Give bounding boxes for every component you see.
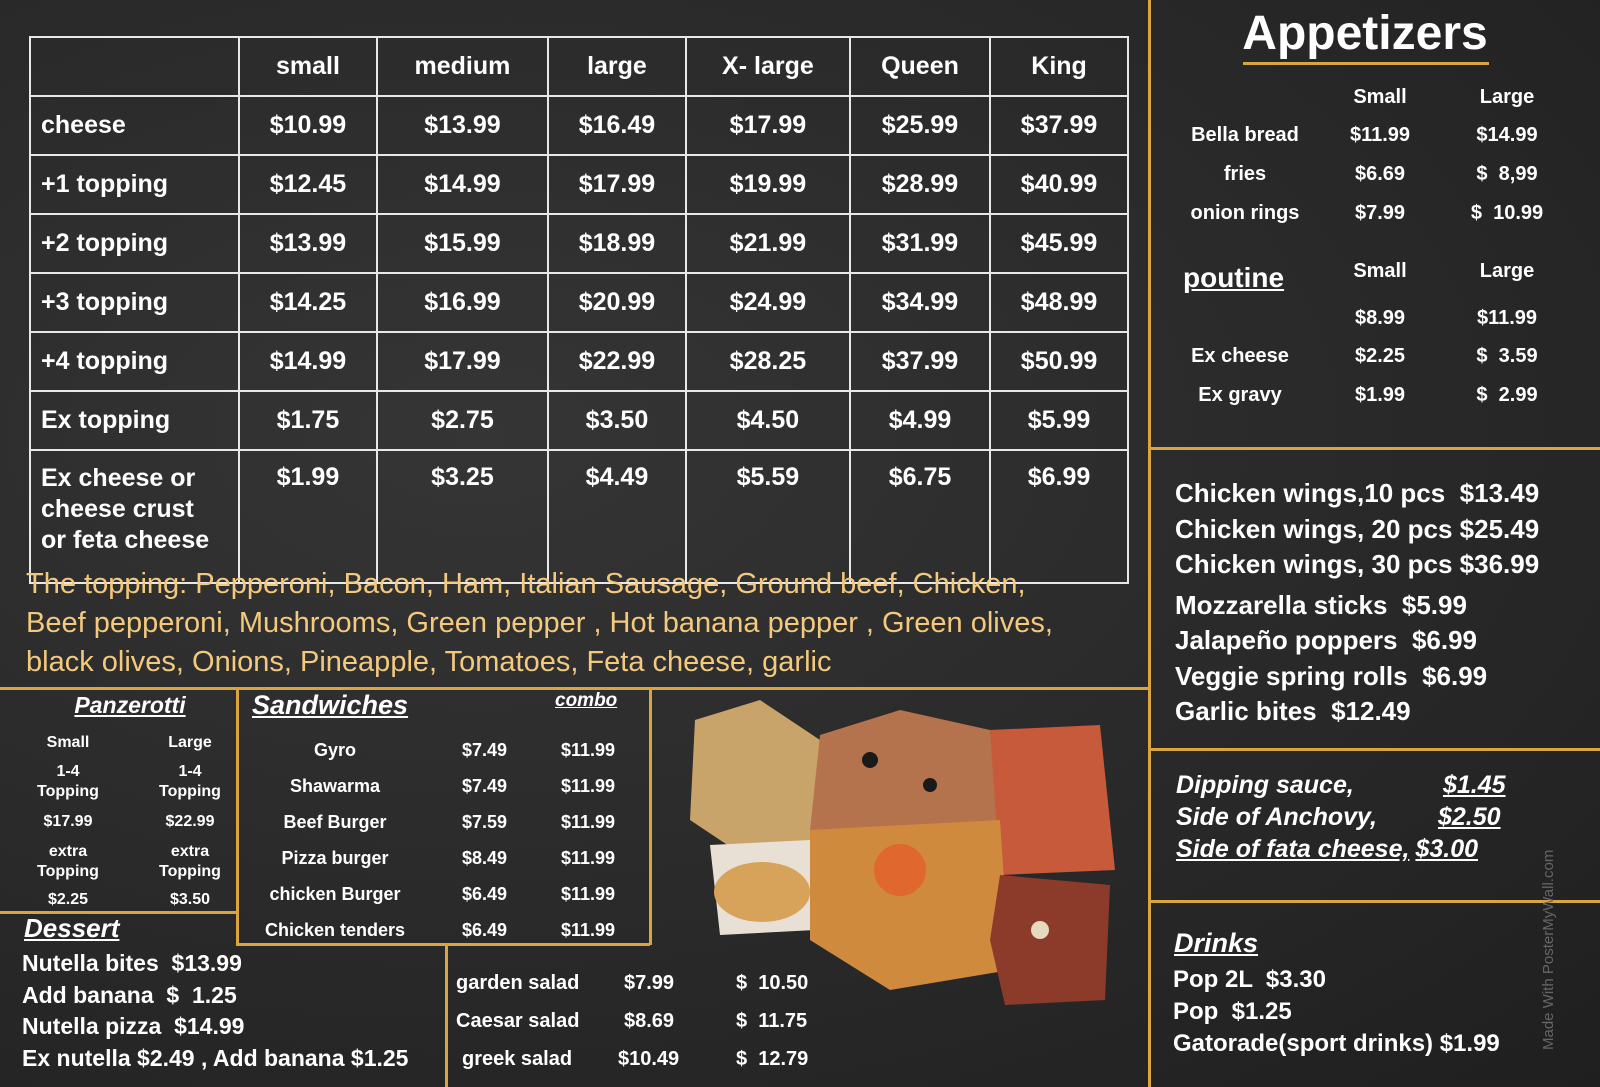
wings-item: Chicken wings, 30 pcs $36.99 (1175, 549, 1540, 579)
poutine-title: poutine (1183, 262, 1285, 293)
pizza-row-label: +2 topping (30, 214, 239, 273)
salad-large-price: $ 10.50 (736, 972, 809, 994)
pizza-price: $15.99 (377, 214, 548, 273)
size-header: small (239, 37, 377, 96)
side-name: Side of Anchovy, (1176, 803, 1377, 831)
pizza-price: $10.99 (239, 96, 377, 155)
pepperoni-pizza-photo (990, 725, 1115, 875)
appetizer-large-price: $ 10.99 (1470, 202, 1544, 224)
panzerotti-small-label (18, 762, 118, 802)
salad-large-price: $ 11.75 (736, 1010, 808, 1032)
snack-item: Jalapeño poppers $6.99 (1175, 625, 1478, 655)
drinks-list (1173, 964, 1500, 1060)
pizza-row (30, 450, 1128, 583)
sandwich-name: chicken Burger (269, 884, 401, 904)
pizza-price: $18.99 (548, 214, 686, 273)
panzerotti-extra-large-price: $3.50 (169, 891, 211, 908)
pizza-price: $1.75 (239, 391, 377, 450)
salad-price: $7.99 (624, 972, 675, 994)
pizza-price: $12.45 (239, 155, 377, 214)
poutine-col-large: Large (1479, 260, 1535, 282)
pizza-row-label: +1 topping (30, 155, 239, 214)
pizza-price: $22.99 (548, 332, 686, 391)
panzerotti-title: Panzerotti (74, 692, 186, 718)
toppings-line: The topping: Pepperoni, Bacon, Ham, Italian Sausage, Ground beef, Chicken, (26, 568, 1026, 600)
divider-appetizers (1148, 447, 1600, 450)
poutine-extra-small: $1.99 (1354, 384, 1406, 406)
appetizer-small-price: $11.99 (1349, 124, 1411, 146)
col-large-header: Large (1479, 86, 1535, 108)
food-photo-collage (690, 700, 1124, 1020)
pizza-price: $31.99 (850, 214, 990, 273)
poutine-extra-small: $2.25 (1354, 345, 1406, 367)
sandwich-price: $7.49 (462, 776, 508, 796)
label-line: cheese crust (41, 495, 194, 523)
pizza-row-label: +3 topping (30, 273, 239, 332)
dessert-item: Nutella pizza $14.99 (22, 1013, 245, 1039)
side-name: Dipping sauce, (1176, 771, 1354, 799)
snack-item: Garlic bites $12.49 (1175, 696, 1411, 726)
sandwich-name: Gyro (313, 740, 356, 760)
panzerotti-extra-small-label (18, 842, 118, 882)
side-price: $2.50 (1438, 803, 1501, 831)
pizza-price: $28.25 (686, 332, 850, 391)
sandwich-price: $7.59 (462, 812, 508, 832)
pizza-price: $16.49 (548, 96, 686, 155)
sandwich-combo-price: $11.99 (561, 884, 616, 904)
pizza-price: $20.99 (548, 273, 686, 332)
size-header: medium (377, 37, 548, 96)
dessert-item: Add banana $ 1.25 (22, 981, 237, 1008)
pizza-price: $34.99 (850, 273, 990, 332)
pizza-price: $4.99 (850, 391, 990, 450)
sandwich-combo-price: $11.99 (561, 848, 616, 868)
pizza-price: $13.99 (377, 96, 548, 155)
side-price: $3.00 (1415, 835, 1478, 863)
pizza-price: $37.99 (990, 96, 1128, 155)
spring-rolls-plate (714, 862, 810, 922)
appetizer-small-price: $7.99 (1354, 202, 1406, 224)
side-name: Side of fata cheese, (1176, 835, 1410, 863)
pizza-price: $50.99 (990, 332, 1128, 391)
pizza-price: $45.99 (990, 214, 1128, 273)
pizza-price: $3.50 (548, 391, 686, 450)
pizza-row (30, 332, 1128, 391)
size-header: X- large (686, 37, 850, 96)
pizza-price: $40.99 (990, 155, 1128, 214)
panzerotti-small-price: $17.99 (43, 813, 93, 830)
pizza-price: $2.75 (377, 391, 548, 450)
drink-item: Pop $1.25 (1173, 998, 1292, 1025)
pizza-row (30, 273, 1128, 332)
side-item (1176, 833, 1506, 865)
pizza-price: $24.99 (686, 273, 850, 332)
pizza-price: $17.99 (686, 96, 850, 155)
wings-photo (810, 820, 1010, 990)
appetizer-name: Bella bread (1191, 124, 1299, 146)
salad-price: $8.69 (624, 1010, 675, 1032)
drink-item: Pop 2L $3.30 (1173, 966, 1326, 993)
sandwich-name: Shawarma (289, 776, 381, 796)
label-line: 1-4 (56, 763, 80, 780)
dessert-list (22, 948, 408, 1074)
sandwich-combo-price: $11.99 (561, 776, 616, 796)
toppings-line: black olives, Onions, Pineapple, Tomatoes, Feta cheese, garlic (26, 646, 832, 678)
sandwich-name: Chicken tenders (264, 920, 406, 940)
appetizer-small-price: $6.69 (1354, 163, 1406, 185)
toppings-list (26, 565, 1136, 682)
divider-dessert-right-top (236, 943, 449, 946)
size-header: King (990, 37, 1128, 96)
label-line: Topping (37, 783, 99, 800)
olive-topping (862, 752, 878, 768)
poutine-col-small: Small (1353, 260, 1407, 282)
appetizers-title: Appetizers (1242, 7, 1488, 60)
poutine-extra-large: $ 3.59 (1476, 345, 1538, 367)
appetizer-large-price: $ 8,99 (1476, 163, 1538, 185)
sides-list (1176, 769, 1506, 865)
poutine-large-price: $11.99 (1476, 307, 1538, 329)
side-item (1176, 769, 1506, 801)
pizza-price: $1.99 (239, 450, 377, 583)
combo-label: combo (555, 690, 618, 711)
salad-name: Caesar salad (456, 1010, 580, 1032)
label-line: Ex cheese or (41, 464, 196, 492)
pizza-price: $6.75 (850, 450, 990, 583)
sandwiches-title: Sandwiches (252, 690, 409, 720)
divider-sandwiches (649, 687, 652, 945)
wings-list (1175, 476, 1539, 730)
side-price: $1.45 (1443, 771, 1506, 799)
sandwich-price: $6.49 (462, 884, 508, 904)
divider-salad-left (445, 943, 448, 1087)
pizza-price: $14.99 (239, 332, 377, 391)
pizza-price: $5.99 (990, 391, 1128, 450)
panzerotti-col-small: Small (46, 734, 90, 751)
cheese-topping (1031, 921, 1049, 939)
olive-topping (923, 778, 937, 792)
sandwich-name: Beef Burger (283, 812, 387, 832)
label-line: Topping (159, 783, 221, 800)
drink-item: Gatorade(sport drinks) $1.99 (1173, 1030, 1500, 1057)
pizza-row-label: +4 topping (30, 332, 239, 391)
label-line: or feta cheese (41, 526, 210, 554)
pizza-row (30, 214, 1128, 273)
salad-name: greek salad (462, 1048, 573, 1070)
pizza-price: $17.99 (548, 155, 686, 214)
sandwich-price: $7.49 (462, 740, 508, 760)
pizza-row-label: Ex topping (30, 391, 239, 450)
pizza-size-header (30, 37, 1128, 96)
pizza-price: $14.99 (377, 155, 548, 214)
wings-item: Chicken wings,10 pcs $13.49 (1175, 478, 1540, 508)
salad-name: garden salad (456, 972, 580, 994)
snack-item: Mozzarella sticks $5.99 (1175, 589, 1467, 620)
appetizer-name: onion rings (1190, 202, 1300, 224)
label-line: extra (170, 843, 210, 860)
pizza-price: $17.99 (377, 332, 548, 391)
pizza-price: $21.99 (686, 214, 850, 273)
label-line: extra (48, 843, 88, 860)
pizza-price: $3.25 (377, 450, 548, 583)
sandwich-price: $6.49 (462, 920, 508, 940)
side-item (1176, 801, 1506, 833)
pizza-row-label: cheese (30, 96, 239, 155)
pizza-price-table (29, 36, 1129, 584)
divider-wings (1148, 748, 1600, 751)
pizza-price: $4.50 (686, 391, 850, 450)
wings-item: Chicken wings, 20 pcs $25.49 (1175, 513, 1540, 544)
pizza-price: $4.49 (548, 450, 686, 583)
salad-price: $10.49 (618, 1048, 680, 1070)
sandwich-name: Pizza burger (281, 848, 389, 868)
dessert-title: Dessert (24, 913, 120, 943)
appetizer-large-price: $14.99 (1476, 124, 1538, 146)
pizza-price: $48.99 (990, 273, 1128, 332)
pizza-row-label (30, 450, 239, 583)
label-line: Topping (37, 863, 99, 880)
sandwich-combo-price: $11.99 (561, 920, 616, 940)
empty-header-cell (30, 37, 239, 96)
panzerotti-col-large: Large (168, 734, 212, 751)
pizza-price: $14.25 (239, 273, 377, 332)
sauce-bowl (874, 844, 926, 896)
pizza-price: $16.99 (377, 273, 548, 332)
sandwich-combo-price: $11.99 (561, 740, 616, 760)
label-line: 1-4 (178, 763, 202, 780)
appetizers-underline (1243, 62, 1489, 65)
pizza-price: $25.99 (850, 96, 990, 155)
divider-salad-top (445, 943, 650, 946)
pizza-price: $37.99 (850, 332, 990, 391)
label-line: Topping (159, 863, 221, 880)
panzerotti-large-label (140, 762, 240, 802)
drinks-title: Drinks (1174, 928, 1259, 958)
divider-vertical-right (1148, 0, 1151, 1087)
divider-sides (1148, 900, 1600, 903)
sandwich-combo-price: $11.99 (561, 812, 616, 832)
pizza-price: $19.99 (686, 155, 850, 214)
col-small-header: Small (1353, 86, 1407, 108)
veggie-pizza-photo (990, 875, 1110, 1005)
pizza-price: $28.99 (850, 155, 990, 214)
pizza-price: $5.59 (686, 450, 850, 583)
toppings-line: Beef pepperoni, Mushrooms, Green pepper , Hot banana pepper , Green olives, (26, 607, 1053, 639)
pizza-price: $6.99 (990, 450, 1128, 583)
poutine-extra-large: $ 2.99 (1476, 384, 1538, 406)
panzerotti-extra-small-price: $2.25 (47, 891, 89, 908)
poutine-extra-name: Ex cheese (1191, 345, 1289, 367)
pizza-row (30, 155, 1128, 214)
appetizer-name: fries (1223, 163, 1267, 185)
pizza-photo (810, 710, 1000, 840)
panzerotti-extra-large-label (140, 842, 240, 882)
salad-large-price: $ 12.79 (736, 1048, 809, 1070)
pizza-row (30, 96, 1128, 155)
dessert-item: Ex nutella $2.49 , Add banana $1.25 (22, 1044, 409, 1071)
size-header: Queen (850, 37, 990, 96)
sandwich-price: $8.49 (462, 848, 508, 868)
watermark: Made With PosterMyWall.com (1540, 849, 1557, 1050)
poutine-small-price: $8.99 (1354, 307, 1406, 329)
pizza-price: $13.99 (239, 214, 377, 273)
panzerotti-large-price: $22.99 (165, 813, 215, 830)
pizza-row (30, 391, 1128, 450)
poutine-extra-name: Ex gravy (1198, 384, 1282, 406)
garlic-bites-photo (690, 700, 820, 860)
snack-item: Veggie spring rolls $6.99 (1175, 660, 1488, 691)
size-header: large (548, 37, 686, 96)
dessert-item: Nutella bites $13.99 (22, 950, 242, 976)
